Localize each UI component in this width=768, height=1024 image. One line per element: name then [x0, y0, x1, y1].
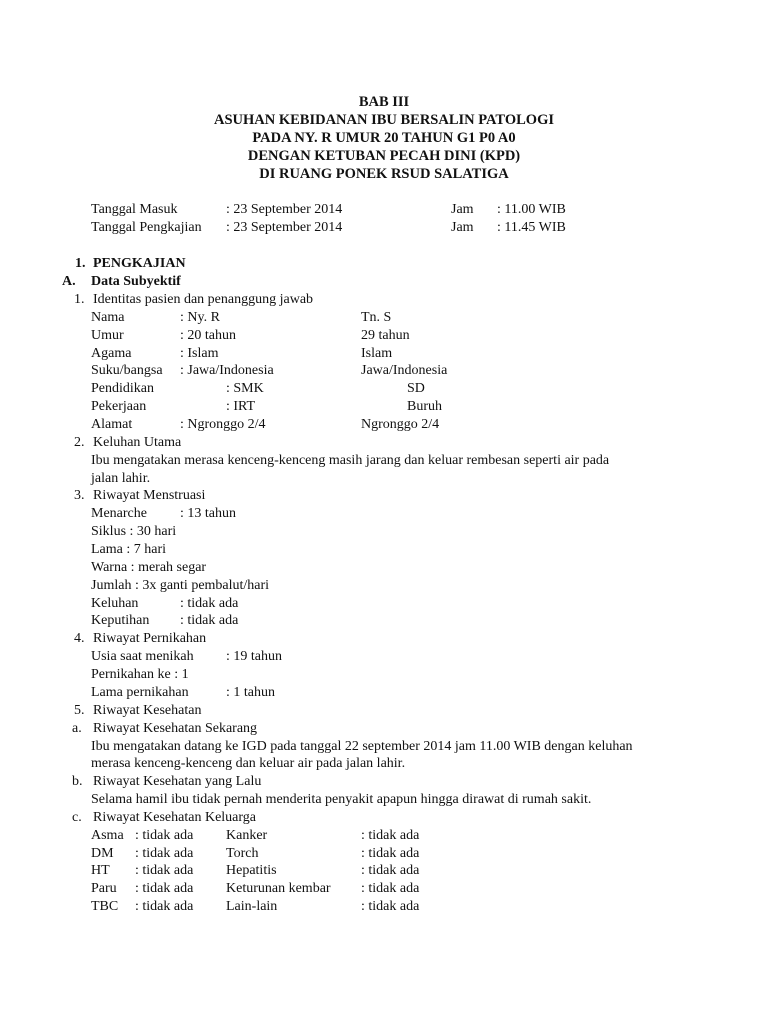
keluarga-label-left: TBC: [91, 899, 119, 914]
nama-penanggung-jawab: Tn. S: [361, 310, 392, 325]
riwayat-pernikahan-heading: Riwayat Pernikahan: [93, 631, 207, 646]
kesehatan-keluarga-heading: Riwayat Kesehatan Keluarga: [93, 810, 257, 825]
alamat-label: Alamat: [91, 417, 133, 432]
chapter-heading: BAB III: [358, 94, 410, 110]
jam-masuk-label: Jam: [451, 202, 474, 217]
agama-pasien: : Islam: [180, 346, 219, 361]
item-5-number: 5.: [74, 703, 85, 718]
nama-label: Nama: [91, 310, 125, 325]
agama-penanggung-jawab: Islam: [361, 346, 393, 361]
pendidikan-pasien: : SMK: [226, 381, 264, 396]
keluhan-menstruasi-value: : tidak ada: [180, 596, 239, 611]
lama-pernikahan-label: Lama pernikahan: [91, 685, 189, 700]
riwayat-menstruasi-heading: Riwayat Menstruasi: [93, 488, 206, 503]
suku-pasien: : Jawa/Indonesia: [180, 363, 274, 378]
keluarga-value-right: : tidak ada: [361, 881, 420, 896]
document-title-line-1: ASUHAN KEBIDANAN IBU BERSALIN PATOLOGI: [213, 112, 554, 128]
item-2-number: 2.: [74, 435, 85, 450]
menarche-label: Menarche: [91, 506, 147, 521]
warna-line: Warna : merah segar: [91, 560, 207, 575]
alamat-penanggung-jawab: Ngronggo 2/4: [361, 417, 440, 432]
kesehatan-sekarang-text-line-1: Ibu mengatakan datang ke IGD pada tanggal 22 september 2014 jam 11.00 WIB dengan keluhan: [91, 739, 633, 754]
lama-menstruasi-line: Lama : 7 hari: [91, 542, 167, 557]
keluarga-label-right: Torch: [226, 846, 259, 861]
sub-c-letter: c.: [72, 810, 82, 825]
umur-penanggung-jawab: 29 tahun: [361, 328, 410, 343]
riwayat-kesehatan-heading: Riwayat Kesehatan: [93, 703, 202, 718]
item-1-number: 1.: [74, 292, 85, 307]
keluarga-label-right: Lain-lain: [226, 899, 278, 914]
usia-menikah-value: : 19 tahun: [226, 649, 282, 664]
section-a-title: Data Subyektif: [91, 274, 181, 289]
keluhan-utama-text-line-2: jalan lahir.: [91, 471, 151, 486]
keluarga-label-left: DM: [91, 846, 114, 861]
keluarga-label-right: Hepatitis: [226, 863, 277, 878]
keluarga-value-left: : tidak ada: [135, 863, 194, 878]
menarche-value: : 13 tahun: [180, 506, 236, 521]
keluarga-label-right: Keturunan kembar: [226, 881, 331, 896]
identitas-heading: Identitas pasien dan penanggung jawab: [93, 292, 314, 307]
jam-masuk-value: : 11.00 WIB: [497, 202, 566, 217]
section-1-title: PENGKAJIAN: [93, 256, 186, 271]
keluarga-value-left: : tidak ada: [135, 899, 194, 914]
suku-penanggung-jawab: Jawa/Indonesia: [361, 363, 448, 378]
jumlah-line: Jumlah : 3x ganti pembalut/hari: [91, 578, 270, 593]
kesehatan-lalu-text: Selama hamil ibu tidak pernah menderita penyakit apapun hingga dirawat di rumah sakit.: [91, 792, 592, 807]
pendidikan-label: Pendidikan: [91, 381, 154, 396]
pekerjaan-label: Pekerjaan: [91, 399, 147, 414]
tanggal-masuk-value: : 23 September 2014: [226, 202, 343, 217]
umur-pasien: : 20 tahun: [180, 328, 236, 343]
keluarga-value-left: : tidak ada: [135, 846, 194, 861]
pekerjaan-penanggung-jawab: Buruh: [407, 399, 442, 414]
keluarga-label-right: Kanker: [226, 828, 268, 843]
keluarga-value-right: : tidak ada: [361, 846, 420, 861]
sub-b-letter: b.: [72, 774, 83, 789]
kesehatan-lalu-heading: Riwayat Kesehatan yang Lalu: [93, 774, 262, 789]
pernikahan-ke-line: Pernikahan ke : 1: [91, 667, 189, 682]
jam-pengkajian-label: Jam: [451, 220, 474, 235]
tanggal-masuk-label: Tanggal Masuk: [91, 202, 178, 217]
item-4-number: 4.: [74, 631, 85, 646]
kesehatan-sekarang-heading: Riwayat Kesehatan Sekarang: [93, 721, 258, 736]
pekerjaan-pasien: : IRT: [226, 399, 256, 414]
keluarga-label-left: Paru: [91, 881, 117, 896]
agama-label: Agama: [91, 346, 132, 361]
jam-pengkajian-value: : 11.45 WIB: [497, 220, 566, 235]
keputihan-value: : tidak ada: [180, 613, 239, 628]
suku-label: Suku/bangsa: [91, 363, 163, 378]
pendidikan-penanggung-jawab: SD: [407, 381, 425, 396]
keluhan-utama-text-line-1: Ibu mengatakan merasa kenceng-kenceng masih jarang dan keluar rembesan seperti air pada: [91, 453, 610, 468]
keluarga-value-right: : tidak ada: [361, 828, 420, 843]
umur-label: Umur: [91, 328, 124, 343]
nama-pasien: : Ny. R: [180, 310, 220, 325]
keluarga-value-right: : tidak ada: [361, 863, 420, 878]
lama-pernikahan-value: : 1 tahun: [226, 685, 275, 700]
item-3-number: 3.: [74, 488, 85, 503]
document-title-line-3: DENGAN KETUBAN PECAH DINI (KPD): [247, 148, 521, 164]
keluhan-utama-heading: Keluhan Utama: [93, 435, 182, 450]
keluarga-value-right: : tidak ada: [361, 899, 420, 914]
keluarga-label-left: Asma: [91, 828, 124, 843]
keluarga-value-left: : tidak ada: [135, 881, 194, 896]
document-title-line-2: PADA NY. R UMUR 20 TAHUN G1 P0 A0: [252, 130, 516, 146]
siklus-line: Siklus : 30 hari: [91, 524, 177, 539]
keluarga-label-left: HT: [91, 863, 110, 878]
kesehatan-sekarang-text-line-2: merasa kenceng-kenceng dan keluar air pada jalan lahir.: [91, 756, 406, 771]
keluarga-value-left: : tidak ada: [135, 828, 194, 843]
keluhan-menstruasi-label: Keluhan: [91, 596, 139, 611]
usia-menikah-label: Usia saat menikah: [91, 649, 194, 664]
alamat-pasien: : Ngronggo 2/4: [180, 417, 266, 432]
sub-a-letter: a.: [72, 721, 82, 736]
tanggal-pengkajian-value: : 23 September 2014: [226, 220, 343, 235]
section-a-letter: A.: [62, 274, 76, 289]
section-1-number: 1.: [75, 256, 86, 271]
tanggal-pengkajian-label: Tanggal Pengkajian: [91, 220, 202, 235]
keputihan-label: Keputihan: [91, 613, 150, 628]
document-title-line-4: DI RUANG PONEK RSUD SALATIGA: [259, 166, 509, 182]
